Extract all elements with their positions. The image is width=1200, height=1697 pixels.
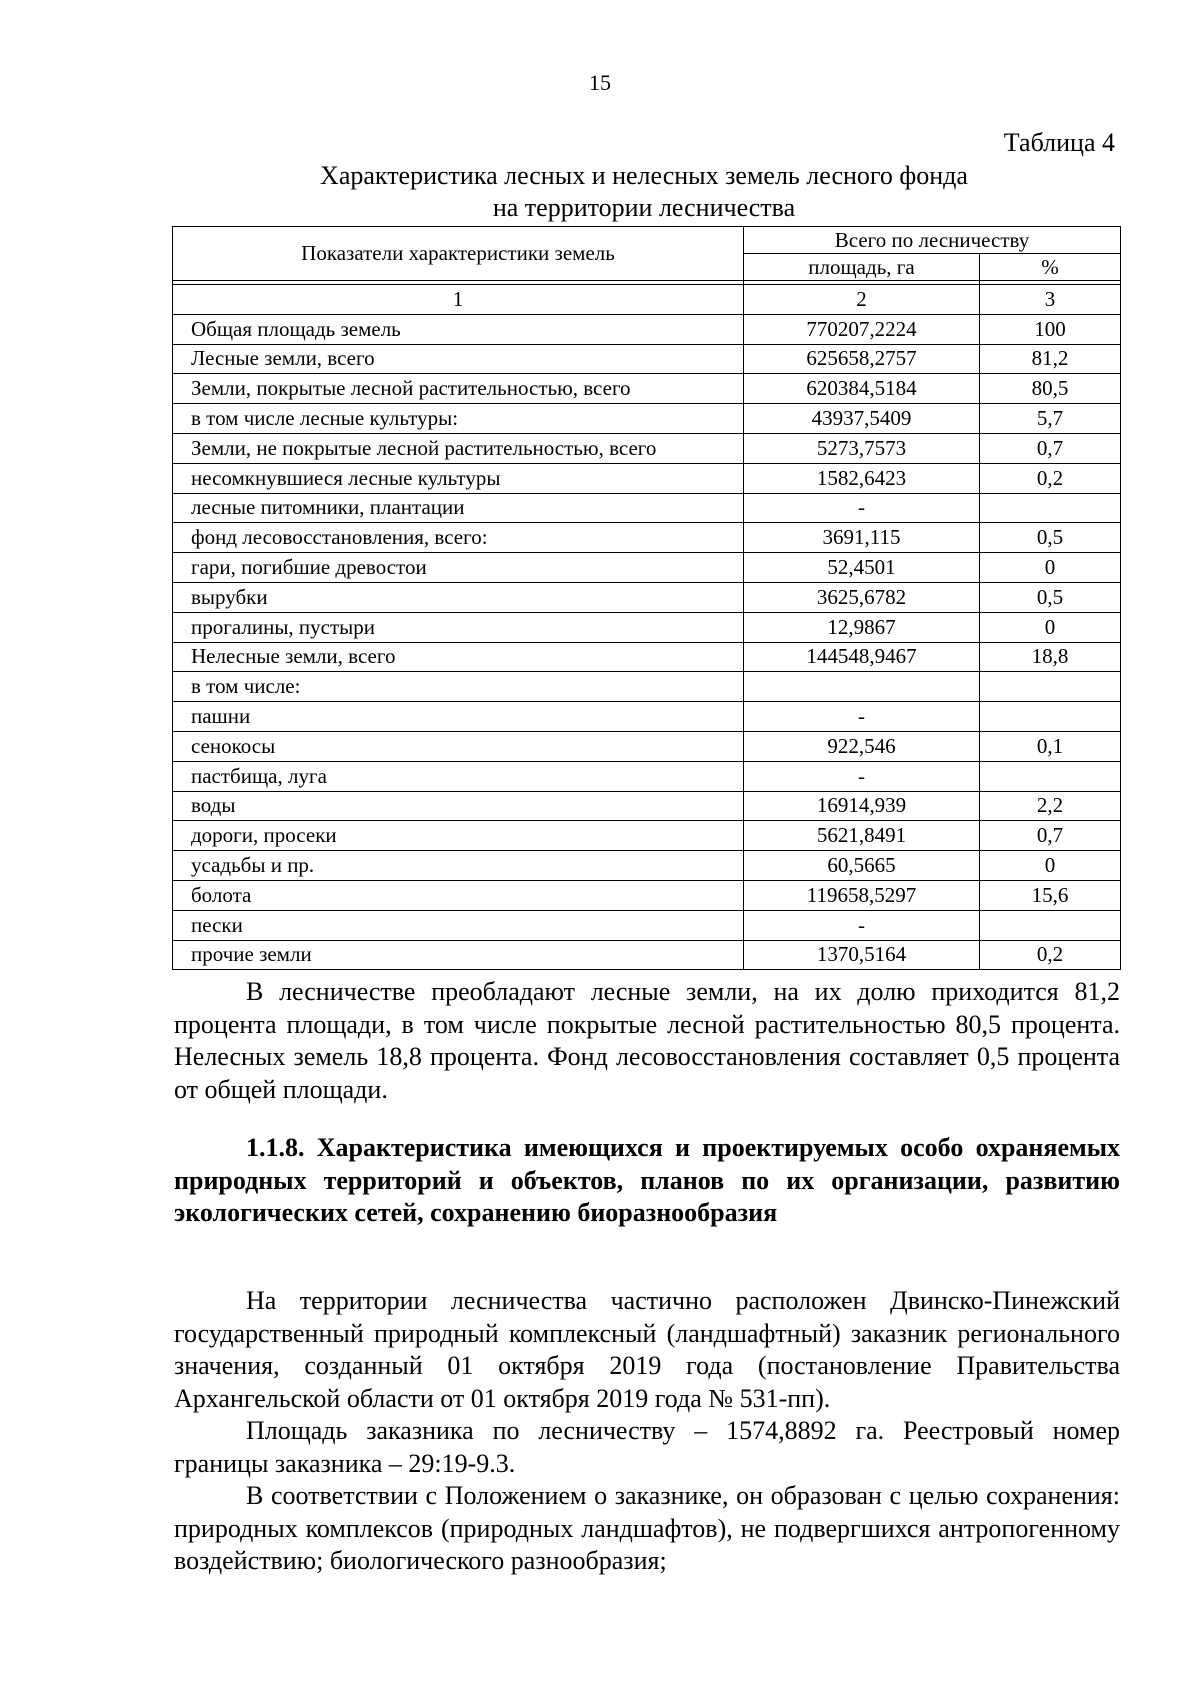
paragraph-text: На территории лесничества частично расположен Двинско-Пинежский государственный природный комплексный (ландшафтный) заказник регионального значения, созданный 01 октября 2019 года (постановление Правительства Архангельской области от 01 октября 2019 года № 531-пп). [174,1286,1120,1413]
table-row [173,463,1121,493]
row-area-cell: - [744,761,980,791]
table-row [173,821,1121,851]
column-number-row [173,285,1121,315]
row-name-cell: гари, погибшие древостои [173,553,744,583]
table-row [173,314,1121,344]
header-total: Всего по лесничеству [744,227,1121,254]
table-row [173,791,1121,821]
section-heading: 1.1.8. Характеристика имеющихся и проектируемых особо охраняемых природных территорий и объектов, планов по их организации, развитию экологических сетей, сохранению биоразнообразия [174,1133,1120,1227]
row-area-cell: 12,9867 [744,612,980,642]
row-area-cell: - [744,702,980,732]
page-number: 15 [589,70,611,95]
row-percent-cell [980,672,1121,702]
table-row [173,493,1121,523]
row-percent-cell: 18,8 [980,642,1121,672]
row-percent-cell: 0,5 [980,523,1121,553]
row-percent-cell: 0,5 [980,582,1121,612]
row-area-cell: 922,546 [744,731,980,761]
row-name-cell: Лесные земли, всего [173,344,744,374]
row-name-cell: фонд лесовосстановления, всего: [173,523,744,553]
row-name-cell: Земли, не покрытые лесной растительностью, всего [173,433,744,463]
row-area-cell: 60,5665 [744,851,980,881]
row-name-cell: Общая площадь земель [173,314,744,344]
row-name-cell: Земли, покрытые лесной растительностью, всего [173,374,744,404]
row-percent-cell: 0,2 [980,940,1121,970]
header-indicators: Показатели характеристики земель [173,227,744,281]
table-title-line2: на территории лесничества [492,193,796,222]
table-row [173,642,1121,672]
row-percent-cell: 0 [980,851,1121,881]
paragraph-text: В лесничестве преобладают лесные земли, на их долю приходится 81,2 процента площади, в том числе покрытые лесной растительностью 80,5 процента. Нелесных земель 18,8 процента. Фонд лесовосстановления составляет 0,5 процента от общей площади. [174,977,1120,1104]
table-row [173,433,1121,463]
row-area-cell: - [744,910,980,940]
table-row [173,404,1121,434]
summary-paragraph [174,976,1120,1106]
row-percent-cell [980,493,1121,523]
row-area-cell: 1582,6423 [744,463,980,493]
row-area-cell: - [744,493,980,523]
table-title-line1: Характеристика лесных и нелесных земель лесного фонда [320,161,968,190]
row-percent-cell: 0,2 [980,463,1121,493]
row-percent-cell: 0,7 [980,433,1121,463]
row-name-cell: воды [173,791,744,821]
table-row [173,880,1121,910]
table-row [173,851,1121,881]
table-row [173,582,1121,612]
row-name-cell: сенокосы [173,731,744,761]
table-row [173,553,1121,583]
row-area-cell: 3691,115 [744,523,980,553]
table-row [173,344,1121,374]
paragraph-text: В соответствии с Положением о заказнике, он образован с целью сохранения: природных комплексов (природных ландшафтов), не подвергшихся антропогенному воздействию; биологического разнообразия; [174,1481,1120,1575]
row-name-cell: болота [173,880,744,910]
row-area-cell: 625658,2757 [744,344,980,374]
land-characteristics-table [172,226,1121,970]
row-percent-cell: 5,7 [980,404,1121,434]
header-percent: % [980,254,1121,281]
row-name-cell: усадьбы и пр. [173,851,744,881]
column-number: 3 [980,285,1121,315]
row-percent-cell: 0,7 [980,821,1121,851]
row-area-cell: 5273,7573 [744,433,980,463]
row-percent-cell: 100 [980,314,1121,344]
row-name-cell: пастбища, луга [173,761,744,791]
paragraph-text: Площадь заказника по лесничеству – 1574,8892 га. Реестровый номер границы заказника – 29:19-9.3. [174,1416,1120,1478]
row-name-cell: лесные питомники, плантации [173,493,744,523]
row-name-cell: пески [173,910,744,940]
row-percent-cell: 0,1 [980,731,1121,761]
row-name-cell: прочие земли [173,940,744,970]
row-name-cell: в том числе: [173,672,744,702]
table-header-row [173,227,1121,254]
table-row [173,910,1121,940]
table-label: Таблица 4 [1003,128,1115,157]
row-percent-cell [980,761,1121,791]
row-name-cell: в том числе лесные культуры: [173,404,744,434]
row-percent-cell [980,702,1121,732]
column-number: 1 [173,285,744,315]
row-area-cell: 43937,5409 [744,404,980,434]
row-area-cell: 16914,939 [744,791,980,821]
table-row [173,940,1121,970]
column-number: 2 [744,285,980,315]
table-row [173,374,1121,404]
table-title [174,160,1114,224]
table-row [173,523,1121,553]
row-name-cell: несомкнувшиеся лесные культуры [173,463,744,493]
table-row [173,761,1121,791]
row-area-cell: 3625,6782 [744,582,980,612]
table-row [173,612,1121,642]
row-name-cell: пашни [173,702,744,732]
header-area: площадь, га [744,254,980,281]
row-percent-cell: 0 [980,553,1121,583]
table-row [173,672,1121,702]
row-name-cell: прогалины, пустыри [173,612,744,642]
table-row [173,731,1121,761]
row-area-cell: 1370,5164 [744,940,980,970]
row-area-cell: 119658,5297 [744,880,980,910]
row-name-cell: дороги, просеки [173,821,744,851]
table-row [173,702,1121,732]
row-percent-cell: 81,2 [980,344,1121,374]
row-area-cell: 770207,2224 [744,314,980,344]
row-name-cell: вырубки [173,582,744,612]
row-area-cell [744,672,980,702]
row-area-cell: 620384,5184 [744,374,980,404]
reserve-description [174,1285,1120,1578]
row-percent-cell: 80,5 [980,374,1121,404]
row-name-cell: Нелесные земли, всего [173,642,744,672]
row-percent-cell [980,910,1121,940]
row-percent-cell: 2,2 [980,791,1121,821]
row-area-cell: 144548,9467 [744,642,980,672]
row-area-cell: 52,4501 [744,553,980,583]
row-percent-cell: 0 [980,612,1121,642]
row-area-cell: 5621,8491 [744,821,980,851]
row-percent-cell: 15,6 [980,880,1121,910]
